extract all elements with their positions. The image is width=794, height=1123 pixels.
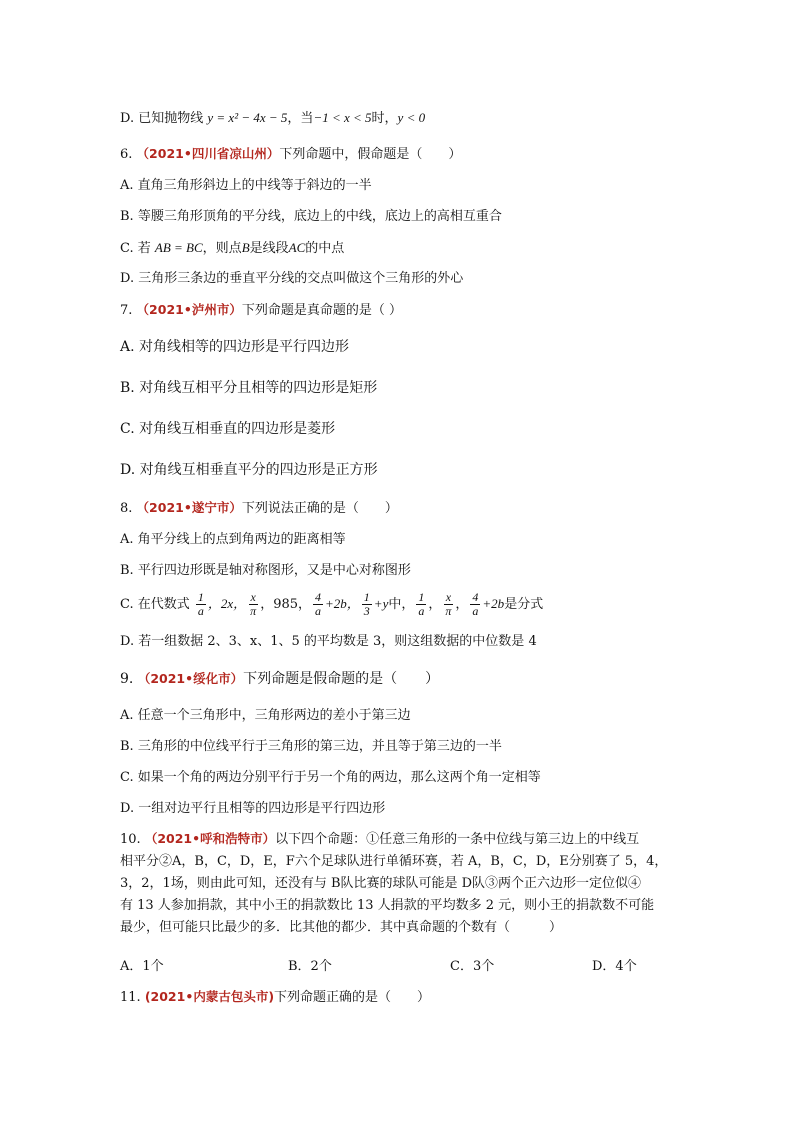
q10-option-b: B．2个: [288, 959, 332, 974]
question-text: 下列命题中，假命题是（ ）: [279, 147, 462, 162]
q5-option-d: [120, 110, 425, 127]
fraction: $\frac{x}{\pi}$: [250, 590, 257, 618]
fraction: $\frac{x}{\pi}$: [445, 590, 452, 618]
fraction: $\frac{4}{a}$: [472, 590, 479, 618]
option-text: C. 在代数式: [120, 597, 190, 612]
q9-option-a: A. 任意一个三角形中，三角形两边的差小于第三边: [120, 708, 411, 723]
question-10: [120, 828, 680, 939]
q8-option-d: D. 若一组数据 2、3、x、1、5 的平均数是 3，则这组数据的中位数是 4: [120, 634, 537, 649]
option-text: ，当: [287, 111, 314, 126]
math-expression: ，985，: [260, 597, 312, 612]
q10-line-5: 最少，但可能只比最少的多．比其他的都少．其中真命题的个数有（ ）: [120, 920, 563, 935]
option-text: 是线段: [249, 241, 289, 256]
math-expression: B: [241, 240, 250, 255]
question-text: 下列命题是真命题的是（ ）: [241, 303, 402, 318]
option-text: 时，: [371, 111, 398, 126]
q10-line-4: 有 13 人参加捐款，其中小王的捐款数比 13 人捐款的平均数多 2 元，则小王的捐款数不可能: [120, 898, 655, 913]
question-text: 以下四个命题：①任意三角形的一条中位线与第三边上的中线互: [275, 832, 640, 847]
q10-line-1: [120, 828, 680, 851]
source-label: (2021•内蒙古包头市): [144, 989, 275, 1004]
q10-option-d: D．4个: [592, 959, 637, 974]
source-label: （2021•四川省凉山州）: [136, 146, 280, 161]
option-text: ，则点: [202, 241, 242, 256]
q6-option-d: D. 三角形三条边的垂直平分线的交点叫做这个三角形的外心: [120, 271, 464, 286]
q9-option-c: C. 如果一个角的两边分别平行于另一个角的两边，那么这两个角一定相等: [120, 770, 541, 785]
question-number: 8.: [120, 501, 133, 516]
q6-option-b: B. 等腰三角形顶角的平分线，底边上的中线，底边上的高相互重合: [120, 209, 502, 224]
question-11-stem: [120, 989, 430, 1006]
source-label: （2021•绥化市）: [137, 671, 244, 686]
question-8-stem: [120, 500, 398, 517]
q10-option-c: C．3个: [450, 959, 495, 974]
question-number: 11.: [120, 990, 141, 1005]
source-label: （2021•泸州市）: [136, 302, 242, 317]
question-text: 下列命题是假命题的是（ ）: [243, 671, 440, 687]
separator: ，: [428, 597, 442, 612]
fraction: $\frac{4}{a}$: [315, 590, 322, 618]
option-text: 中，: [388, 597, 415, 612]
q8-option-b: B. 平行四边形既是轴对称图形，又是中心对称图形: [120, 563, 411, 578]
math-expression: AC: [288, 240, 306, 255]
q7-option-b: B. 对角线互相平分且相等的四边形是矩形: [120, 380, 378, 396]
fraction: $\frac{1}{a}$: [197, 590, 204, 618]
question-7-stem: [120, 302, 402, 319]
math-expression: −1 < x < 5: [313, 110, 372, 125]
question-text: 下列说法正确的是（ ）: [241, 501, 398, 516]
q9-option-b: B. 三角形的中位线平行于三角形的第三边，并且等于第三边的一半: [120, 739, 502, 754]
question-number: 9.: [120, 671, 134, 687]
option-text: C. 若: [120, 241, 151, 256]
question-6-stem: [120, 146, 461, 163]
math-expression: +y: [373, 596, 389, 611]
source-label: （2021•遂宁市）: [136, 500, 242, 515]
fraction: $\frac{1}{3}$: [363, 590, 370, 618]
separator: ，: [455, 597, 469, 612]
math-expression: +2b: [482, 596, 505, 611]
question-number: 7.: [120, 303, 133, 318]
math-expression: y < 0: [397, 110, 426, 125]
option-text: 是分式: [504, 597, 544, 612]
q8-option-a: A. 角平分线上的点到角两边的距离相等: [120, 532, 346, 547]
source-label: （2021•呼和浩特市）: [144, 831, 276, 846]
q7-option-d: D. 对角线互相垂直平分的四边形是正方形: [120, 462, 378, 478]
math-expression: y = x² − 4x − 5: [207, 110, 288, 125]
option-text: 的中点: [305, 241, 345, 256]
math-expression: AB = BC: [154, 240, 203, 255]
math-expression: ，2x，: [207, 596, 247, 611]
question-number: 6.: [120, 147, 133, 162]
math-expression: +2b，: [325, 596, 360, 611]
q10-line-3: 3，2，1场，则由此可知，还没有与 B队比赛的球队可能是 D队③两个正六边形一定位似④: [120, 876, 642, 891]
q7-option-c: C. 对角线互相垂直的四边形是菱形: [120, 421, 336, 437]
question-number: 10.: [120, 832, 141, 847]
option-text: 已知抛物线: [138, 111, 204, 126]
q9-option-d: D. 一组对边平行且相等的四边形是平行四边形: [120, 801, 386, 816]
fraction: $\frac{1}{a}$: [418, 590, 425, 618]
question-9-stem: [120, 671, 439, 687]
q7-option-a: A. 对角线相等的四边形是平行四边形: [120, 339, 350, 355]
q6-option-a: A. 直角三角形斜边上的中线等于斜边的一半: [120, 178, 372, 193]
option-label: D.: [120, 111, 135, 126]
q6-option-c: [120, 240, 344, 257]
q10-line-2: 相平分②A，B，C，D，E，F六个足球队进行单循环赛，若 A，B，C，D，E分别赛了 5，4，: [120, 854, 668, 869]
q8-option-c: [120, 589, 543, 620]
question-text: 下列命题正确的是（ ）: [274, 990, 431, 1005]
q10-option-a: A．1个: [120, 959, 164, 974]
